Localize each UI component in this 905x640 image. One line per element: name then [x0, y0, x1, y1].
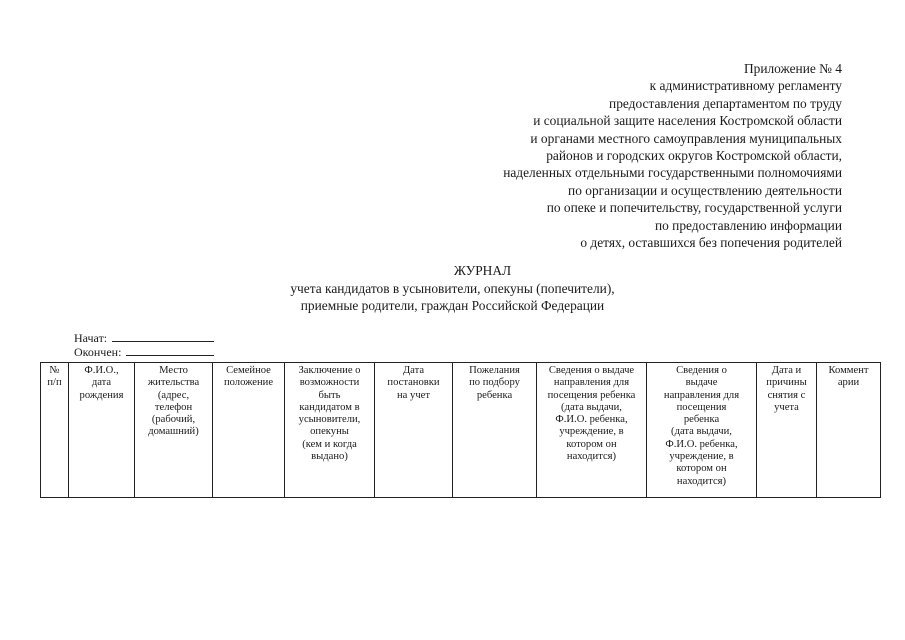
appendix-line: к административному регламенту [649, 78, 842, 94]
table-header-row [41, 363, 881, 498]
col-marital-status [213, 363, 285, 498]
appendix-line: и социальной защите населения Костромской области [533, 113, 842, 129]
header-text-line: котором он [676, 463, 727, 475]
col-referral-info-2 [647, 363, 757, 498]
appendix-line: Приложение № 4 [743, 61, 842, 76]
header-text-line: котором он [566, 438, 617, 450]
header-text-line: находится) [566, 451, 617, 463]
appendix-line: и органами местного самоуправления муниципальных [530, 130, 842, 146]
journal-subtitle-line-1: учета кандидатов в усыновители, опекуны (попечители), [290, 280, 615, 296]
header-text-line: Дата и [771, 365, 802, 376]
header-text-line: усыновители, [298, 414, 361, 426]
header-text-line: учреждение, в [559, 426, 624, 438]
col-comments [817, 363, 881, 498]
header-text-line: учета [774, 401, 799, 413]
header-text-line: направления для [553, 377, 630, 389]
started-label: Начат: [74, 331, 108, 345]
header-text-line: жительства [147, 377, 200, 389]
header-text-line: ребенка [683, 414, 720, 426]
col-residence [135, 363, 213, 498]
header-text-line: Пожелания [469, 365, 520, 376]
header-text-line: положение [223, 377, 274, 389]
finished-blank-line [126, 345, 214, 356]
header-text-line: опекуны [310, 426, 349, 438]
col-registration-date [375, 363, 453, 498]
header-text-line: быть [318, 389, 341, 401]
started-row [74, 331, 214, 345]
header-text-line: выдано) [311, 451, 348, 463]
col-referral-info-1 [537, 363, 647, 498]
header-text-line: (дата выдачи, [561, 401, 622, 413]
header-text-line: кандидатом в [299, 401, 360, 413]
header-text-line: снятия с [767, 389, 806, 401]
header-text-line: Сведения о [676, 365, 727, 376]
col-conclusion [285, 363, 375, 498]
appendix-line: о детях, оставшихся без попечения родителей [580, 235, 842, 251]
header-text-line: Семейное [226, 365, 271, 376]
journal-subtitle-line-2: приемные родители, граждан Российской Федерации [300, 298, 605, 313]
header-text-line: (дата выдачи, [671, 426, 732, 438]
header-text-line: телефон [154, 401, 193, 413]
header-text-line: учреждение, в [669, 451, 734, 463]
col-deregistration [757, 363, 817, 498]
header-text-line: № [49, 365, 60, 376]
candidates-register-table [40, 362, 881, 498]
journal-title: ЖУРНАЛ [453, 263, 512, 278]
header-text-line: Ф.И.О. ребенка, [665, 438, 738, 450]
header-text-line: находится) [676, 475, 727, 487]
header-text-line: Ф.И.О. ребенка, [555, 414, 628, 426]
journal-dates [74, 331, 214, 359]
appendix-line: районов и городских округов Костромской области, [546, 148, 842, 164]
header-text-line: направления для [663, 389, 740, 401]
header-text-line: рождения [79, 389, 124, 401]
header-text-line: постановки [387, 377, 440, 389]
appendix-line: наделенных отдельными государственными полномочиями [503, 165, 842, 181]
header-text-line: арии [837, 377, 860, 389]
appendix-line: предоставления департаментом по труду [609, 95, 842, 111]
header-text-line: по подбору [469, 377, 520, 389]
header-text-line: Место [159, 365, 188, 376]
header-text-line: Сведения о выдаче [548, 365, 635, 376]
header-text-line: посещения [676, 401, 727, 413]
header-text-line: п/п [47, 377, 62, 389]
header-text-line: домашний) [148, 426, 199, 438]
header-text-line: на учет [397, 389, 430, 401]
col-number [41, 363, 69, 498]
header-text-line: (рабочий, [151, 414, 196, 426]
header-text-line: Дата [402, 365, 425, 376]
journal-heading [0, 262, 905, 315]
header-text-line: Коммент [828, 365, 869, 376]
header-text-line: дата [91, 377, 112, 389]
header-text-line: посещения ребенка [547, 389, 636, 401]
col-child-wishes [453, 363, 537, 498]
col-full-name-birthdate [69, 363, 135, 498]
header-text-line: Ф.И.О., [84, 365, 119, 376]
appendix-line: по организации и осуществлению деятельности [568, 182, 842, 198]
started-blank-line [112, 331, 214, 342]
finished-label: Окончен: [74, 345, 122, 359]
header-text-line: Заключение о [298, 365, 361, 376]
header-text-line: возможности [299, 377, 360, 389]
header-text-line: (адрес, [157, 389, 190, 401]
header-text-line: (кем и когда [302, 438, 357, 450]
header-text-line: ребенка [476, 389, 513, 401]
finished-row [74, 345, 214, 359]
appendix-line: по предоставлению информации [654, 217, 842, 233]
appendix-line: по опеке и попечительству, государственной услуги [546, 200, 842, 216]
appendix-header [503, 60, 842, 251]
header-text-line: выдаче [685, 377, 718, 389]
header-text-line: причины [766, 377, 807, 389]
